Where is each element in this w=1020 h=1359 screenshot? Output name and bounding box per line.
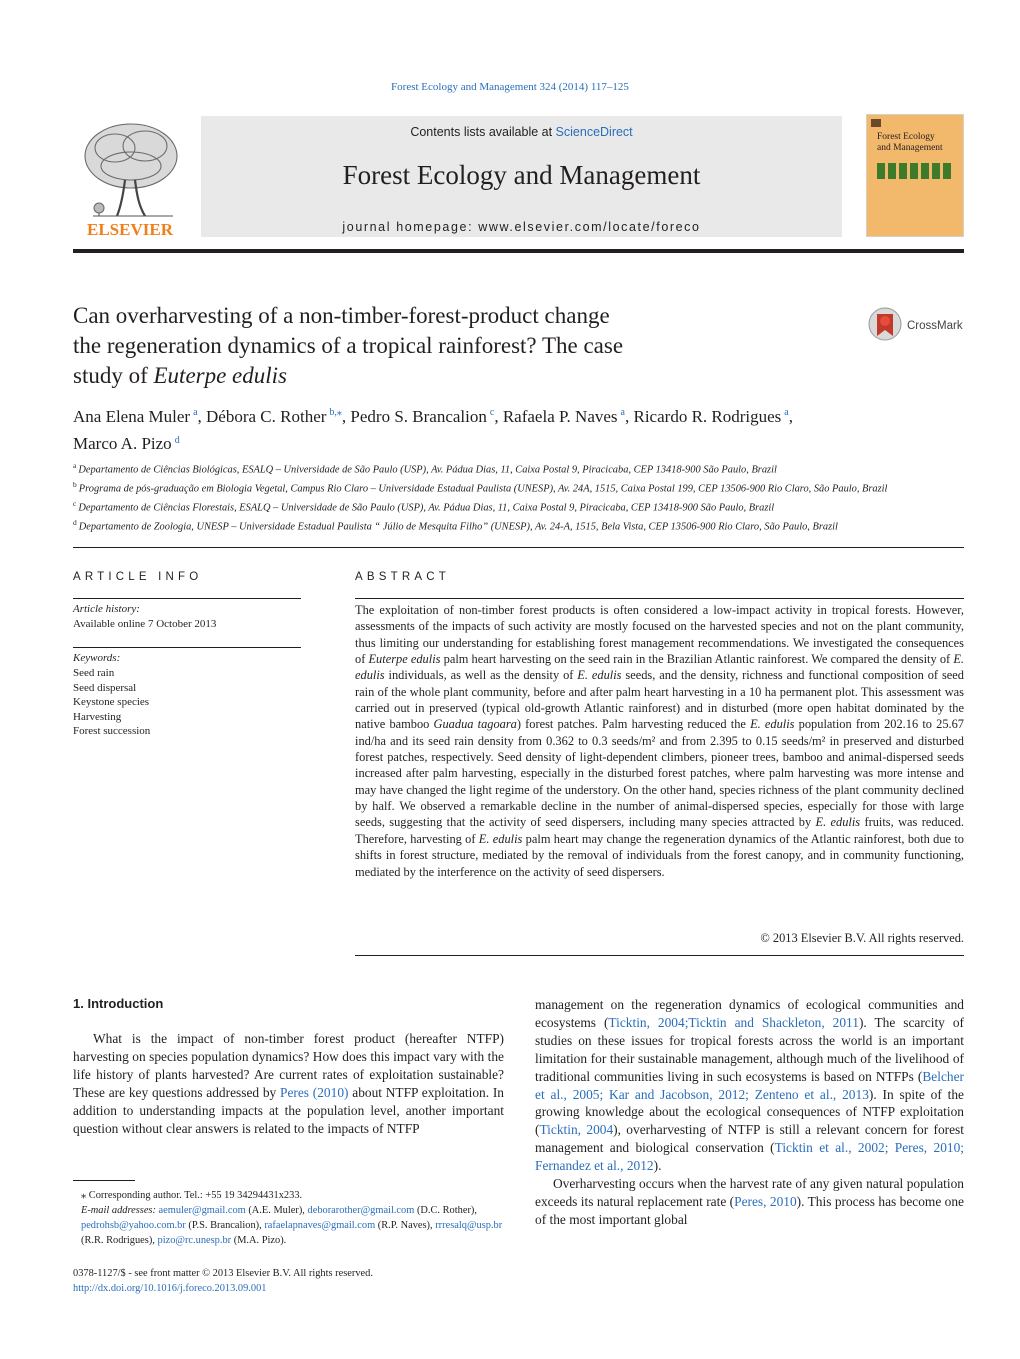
citation-link[interactable]: Peres, 2010: [734, 1193, 797, 1209]
keyword: Seed dispersal: [73, 681, 137, 694]
citation-link[interactable]: Ticktin, 2004;Ticktin and Shackleton, 2011: [608, 1014, 859, 1030]
author-separator: ,: [625, 406, 634, 426]
author-affiliation-mark[interactable]: a: [620, 407, 625, 418]
svg-text:and Management: and Management: [877, 143, 943, 153]
article-info-heading: ARTICLE INFO: [73, 571, 203, 583]
sciencedirect-link[interactable]: ScienceDirect: [555, 125, 633, 139]
affiliation: [73, 516, 966, 535]
cover-icon: [867, 115, 963, 236]
title-line: Can overharvesting of a non-timber-forest-product change: [73, 303, 610, 328]
author-affiliation-mark[interactable]: d: [174, 434, 180, 446]
journal-cover-thumbnail[interactable]: [866, 114, 964, 237]
author-separator: ,: [788, 406, 793, 426]
doi-link[interactable]: http://dx.doi.org/10.1016/j.foreco.2013.09.001: [73, 1283, 267, 1294]
section-heading-introduction: 1. Introduction: [73, 996, 164, 1011]
author[interactable]: [634, 407, 794, 426]
affiliation-text: Departamento de Ciências Biológicas, ESALQ – Universidade de São Paulo (USP), Av. Pádua Dias, 11, Caixa Postal 9, Piracicaba, CEP 13418-900 São Paulo, Brazil: [78, 464, 777, 476]
affiliation: [73, 459, 966, 478]
email-owner: (R.P. Naves),: [377, 1220, 433, 1231]
email-link[interactable]: rrresalq@usp.br: [435, 1220, 503, 1231]
intro-column-right: [535, 996, 964, 1229]
copyright-notice: © 2013 Elsevier B.V. All rights reserved.: [760, 931, 964, 945]
email-owner: (R.R. Rodrigues),: [81, 1235, 155, 1246]
citation-link[interactable]: Ticktin, 2004: [539, 1122, 614, 1138]
email-link[interactable]: aemuler@gmail.com: [158, 1205, 246, 1216]
elsevier-logo: [73, 118, 188, 238]
author-name[interactable]: Débora C. Rother: [206, 406, 327, 426]
email-owner: (M.A. Pizo).: [233, 1235, 287, 1246]
affiliation-mark: b: [73, 479, 77, 489]
keyword: Seed rain: [73, 667, 115, 679]
available-online: Available online 7 October 2013: [73, 618, 217, 630]
affiliation-rule: [73, 547, 964, 548]
author-name[interactable]: Pedro S. Brancalion: [350, 406, 487, 426]
divider: [355, 955, 964, 956]
divider: [73, 647, 301, 648]
author-separator: ,: [341, 406, 351, 426]
abstract-text: The exploitation of non-timber forest products is often considered a low-impact activity in tropical forests. However, assessments of the impacts of such activity are mostly focused on the harvested species and not on the plant community, thus limiting our understanding for establishing forest management recommendations. We investigated the consequences of Euterpe edulis palm heart harvesting on the seed rain in the Brazilian Atlantic rainforest. We compared the density of E. edulis individuals, as well as the density of E. edulis seeds, and the density, richness and functional composition of seed rain of the whole plant community, before and after palm heart harvesting in a 10 ha permanent plot. This assessment was carried out in preserved (typical old-growth Atlantic rainforest) and in disturbed (more open habitat dominated by the native bamboo Guadua tagoara) forest patches. Palm harvesting reduced the E. edulis population from 202.16 to 25.67 ind/ha and its seed rain density from 0.362 to 0.3 seeds/m² and from 2.395 to 0.15 seeds/m² in preserved and disturbed forest patches, respectively. Seed density of light-dependent climbers, pioneer trees, bamboo and animal-dispersed seeds increased after palm harvesting, especially in the disturbed forest patches, where palm harvesting was more intense and may have changed the light regime of the understory. On the other hand, species richness of the plant community declined by half. We observed a remarkable decline in the number of animal-dispersed species, especially for those with large seeds, suggesting that the activity of seed dispersers, including many species attracted by E. edulis fruits, was reduced. Therefore, harvesting of E. edulis palm heart may change the regeneration dynamics of the Atlantic rainforest, both due to shifts in forest structure, mediated by the removal of individuals from the forest canopy, and in community functioning, mediated by the interference on the activity of seed dispersers.: [355, 603, 965, 879]
affiliation: [73, 478, 966, 497]
issn-line: 0378-1127/$ - see front matter © 2013 Elsevier B.V. All rights reserved.: [73, 1268, 373, 1279]
divider: [73, 598, 301, 599]
affiliation-mark: a: [73, 461, 77, 470]
email-addresses: [73, 1203, 504, 1248]
author[interactable]: [206, 407, 350, 426]
svg-text:CrossMark: CrossMark: [907, 320, 963, 332]
affiliation-text: Departamento de Ciências Florestais, ESALQ – Universidade de São Paulo (USP), Av. Pádua Dias, 11, Caixa Postal 9, Piracicaba, CEP 13418-900 São Paulo, Brazil: [78, 502, 775, 514]
author-separator: ,: [494, 406, 503, 426]
crossmark-badge[interactable]: [867, 306, 977, 346]
email-owner: (P.S. Brancalion),: [188, 1220, 262, 1231]
keyword: Forest succession: [73, 725, 151, 737]
author-name[interactable]: Rafaela P. Naves: [502, 406, 618, 426]
email-link[interactable]: pedrohsb@yahoo.com.br: [81, 1220, 186, 1231]
email-link[interactable]: rafaelapnaves@gmail.com: [264, 1220, 376, 1231]
title-line: [73, 361, 773, 391]
author-affiliation-mark[interactable]: a: [784, 407, 789, 418]
citation-link[interactable]: Peres (2010): [280, 1084, 349, 1100]
title-species: Euterpe edulis: [153, 363, 287, 388]
title-line: the regeneration dynamics of a tropical rainforest? The case: [73, 333, 624, 358]
divider: [355, 598, 964, 599]
elsevier-tree-icon: [73, 118, 188, 238]
email-owner: (D.C. Rother),: [416, 1205, 477, 1216]
corresponding-author-note: ⁎ Corresponding author. Tel.: +55 19 34294431x233.: [81, 1190, 303, 1201]
affiliation: [73, 497, 966, 516]
email-owner: (A.E. Muler),: [248, 1205, 305, 1216]
intro-paragraph: Overharvesting occurs when the harvest rate of any given natural population exceeds its natural replacement rate (Peres, 2010). This process has become one of the most important global: [535, 1176, 964, 1227]
svg-text:ELSEVIER: ELSEVIER: [87, 220, 173, 238]
author-affiliation-mark[interactable]: c: [489, 407, 495, 418]
author[interactable]: [73, 434, 180, 453]
crossmark-icon: [867, 306, 977, 346]
email-link[interactable]: pizo@rc.unesp.br: [157, 1235, 232, 1246]
article-title: [73, 301, 773, 391]
author[interactable]: [350, 407, 502, 426]
citation-link[interactable]: Belcher et al., 2005; Kar and Jacobson, 2012; Zenteno et al., 2013: [535, 1068, 964, 1102]
author[interactable]: [503, 407, 634, 426]
footnotes: [73, 1188, 504, 1248]
keywords-list: [73, 666, 150, 739]
citation-link[interactable]: Ticktin et al., 2002; Peres, 2010; Fernandez et al., 2012: [535, 1140, 965, 1174]
affiliation-text: Departamento de Zoologia, UNESP – Universidade Estadual Paulista “ Júlio de Mesquita Filho” (UNESP), Av. 24-A, 1515, Bela Vista, CEP 13506-900 Rio Claro, São Paulo, Brazil: [78, 521, 838, 533]
affiliation-mark: c: [73, 498, 77, 508]
intro-paragraph: management on the regeneration dynamics of ecological communities and ecosystems (Ticktin, 2004;Ticktin and Shackleton, 2011). The scarcity of studies on these issues for tropical forests across the world is an important limitation for their sustainable management, although much of the livelihood of traditional communities living in such ecosystems is based on NTFPs (Belcher et al., 2005; Kar and Jacobson, 2012; Zenteno et al., 2013). In spite of the growing knowledge about the ecological consequences of NTFP exploitation (Ticktin, 2004), overharvesting of NTFP is still a relevant concern for forest management and biological conservation (Ticktin et al., 2002; Peres, 2010; Fernandez et al., 2012).: [535, 997, 965, 1174]
author-name[interactable]: Ricardo R. Rodrigues: [633, 406, 782, 426]
footnote-rule: [73, 1180, 135, 1181]
affiliation-mark: d: [73, 517, 77, 527]
author[interactable]: [73, 407, 206, 426]
keywords-label: Keywords:: [73, 652, 121, 664]
contents-line: [201, 125, 842, 139]
keyword: Keystone species: [73, 696, 150, 708]
journal-reference[interactable]: Forest Ecology and Management 324 (2014) 117–125: [391, 81, 629, 93]
affiliations: [73, 459, 966, 535]
abstract-heading: ABSTRACT: [355, 571, 450, 583]
contents-prefix: Contents lists available at: [410, 125, 556, 139]
email-link[interactable]: deborarother@gmail.com: [307, 1205, 415, 1216]
author-affiliation-mark[interactable]: b,⁎: [329, 407, 342, 418]
author-affiliation-mark[interactable]: a: [193, 407, 198, 418]
header-rule: [73, 249, 964, 253]
title-text: study of: [73, 363, 154, 388]
author-name[interactable]: Marco A. Pizo: [73, 434, 172, 454]
affiliation-text: Programa de pós-graduação em Biologia Vegetal, Campus Rio Claro – Universidade Estadual Paulista (UNESP), Av. 24A, 1515, Caixa Postal 199, CEP 13506-900 Rio Claro, São Paulo, Brazil: [78, 483, 888, 495]
author-list: [73, 401, 968, 456]
issn-doi-block: [73, 1266, 373, 1296]
author-name[interactable]: Ana Elena Muler: [73, 406, 191, 426]
journal-homepage[interactable]: journal homepage: www.elsevier.com/locate/foreco: [342, 220, 701, 234]
history-label: Article history:: [73, 603, 140, 615]
intro-paragraph-left: What is the impact of non-timber forest product (hereafter NTFP) harvesting on species population dynamics? How does this impact vary with the life history of plants harvested? Are current rates of exploitation sustainable? These are key questions addressed by Peres (2010) about NTFP exploitation. In addition to understanding impacts at the population level, another important question without clear answers is related to the impacts of NTFP: [73, 1031, 504, 1136]
author-separator: ,: [197, 406, 207, 426]
journal-title: Forest Ecology and Management: [342, 160, 701, 190]
svg-text:Forest Ecology: Forest Ecology: [877, 132, 935, 142]
keyword: Harvesting: [73, 710, 122, 723]
email-label: E-mail addresses:: [81, 1205, 156, 1216]
